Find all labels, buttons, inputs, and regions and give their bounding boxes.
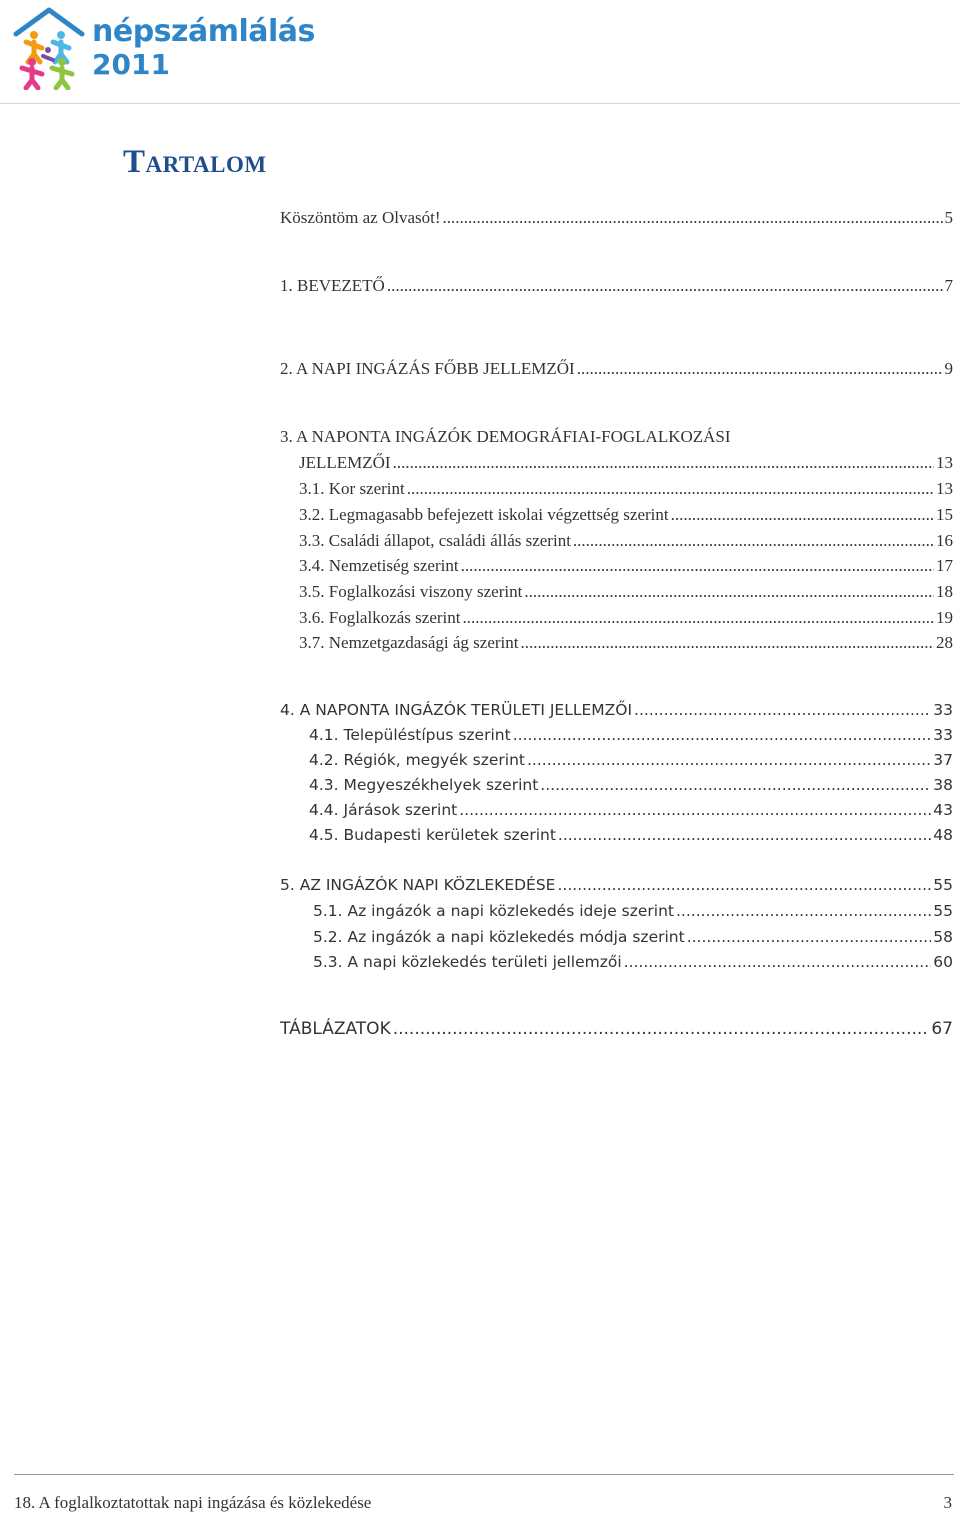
toc-entry-label: TÁBLÁZATOK [280, 1019, 391, 1039]
toc-entry-label: 5. AZ INGÁZÓK NAPI KÖZLEKEDÉSE [280, 876, 556, 894]
toc-leader [513, 726, 932, 744]
toc-page-number: 13 [936, 453, 953, 472]
toc-entry-4-3[interactable] [309, 776, 953, 794]
toc-page-number: 55 [933, 876, 953, 894]
footer-divider [14, 1474, 954, 1475]
toc-entry-3-7[interactable] [299, 633, 953, 653]
toc-page-number: 9 [944, 359, 953, 378]
toc-leader [462, 608, 934, 628]
toc-leader [459, 801, 931, 819]
toc-entry-label: Köszöntöm az Olvasót! [280, 208, 441, 227]
toc-entry-label: 3.6. Foglalkozás szerint [299, 608, 461, 627]
toc-entry-label: 3.4. Nemzetiség szerint [299, 556, 459, 575]
toc-entry-label: 3.7. Nemzetgazdasági ág szerint [299, 633, 519, 652]
toc-leader [540, 776, 931, 794]
toc-leader [676, 902, 931, 920]
toc-entry-3-5[interactable] [299, 582, 953, 602]
toc-page-number: 60 [933, 953, 953, 971]
toc-page-number: 48 [933, 826, 953, 844]
toc-page-number: 43 [933, 801, 953, 819]
toc-page-number: 19 [936, 608, 953, 627]
toc-title: Tartalom [123, 144, 267, 180]
toc-entry-label: 3.2. Legmagasabb befejezett iskolai végzettség szerint [299, 505, 669, 524]
toc-leader [671, 505, 934, 525]
toc-entry-3-2[interactable] [299, 505, 953, 525]
toc-entry-label: 1. BEVEZETŐ [280, 276, 385, 295]
toc-entry-chapter-2[interactable] [280, 359, 953, 379]
toc-entry-3-4[interactable] [299, 556, 953, 576]
toc-entry-chapter-3[interactable] [299, 453, 953, 473]
toc-leader [387, 276, 943, 296]
toc-entry-label: 3.1. Kor szerint [299, 479, 405, 498]
toc-entry-label: 4.4. Járások szerint [309, 801, 458, 819]
toc-entry-label: 4.5. Budapesti kerületek szerint [309, 826, 556, 844]
toc-entry-label: JELLEMZŐI [299, 453, 391, 472]
toc-leader [393, 453, 934, 473]
brand-wordmark [92, 16, 315, 80]
toc-leader [624, 953, 932, 971]
toc-entry-label: 3.5. Foglalkozási viszony szerint [299, 582, 523, 601]
toc-entry-4-5[interactable] [309, 826, 953, 844]
toc-page-number: 17 [936, 556, 953, 575]
toc-leader [634, 701, 931, 719]
toc-entry-label: 5.3. A napi közlekedés területi jellemzői [313, 953, 622, 971]
toc-entry-chapter-4[interactable] [280, 701, 953, 719]
toc-entry-label: 5.1. Az ingázók a napi közlekedés ideje szerint [313, 902, 674, 920]
toc-page-number: 37 [933, 751, 953, 769]
toc-entry-label: 4. A NAPONTA INGÁZÓK TERÜLETI JELLEMZŐI [280, 701, 633, 719]
footer-page-number: 3 [943, 1493, 952, 1512]
toc-page-number: 55 [933, 902, 953, 920]
toc-entry-tables[interactable] [280, 1019, 953, 1039]
toc-leader [558, 826, 931, 844]
toc-page-number: 16 [936, 531, 953, 550]
toc-page-number: 18 [936, 582, 953, 601]
toc-leader [407, 479, 934, 499]
toc-entry-5-1[interactable] [313, 902, 953, 920]
toc-entry-3-3[interactable] [299, 531, 953, 551]
toc-leader [573, 531, 934, 551]
census-logo-icon [10, 4, 88, 90]
toc-entry-label: 4.1. Településtípus szerint [309, 726, 511, 744]
toc-entry-chapter-5[interactable] [280, 876, 953, 894]
toc-leader [461, 556, 934, 576]
brand-word: népszámlálás [92, 14, 315, 49]
toc-entry-label: 4.3. Megyeszékhelyek szerint [309, 776, 539, 794]
toc-entry-5-2[interactable] [313, 928, 953, 946]
toc-page-number: 58 [933, 928, 953, 946]
toc-chapter-3-title-line1[interactable]: 3. A NAPONTA INGÁZÓK DEMOGRÁFIAI-FOGLALKOZÁSI [280, 427, 731, 446]
toc-page-number: 33 [933, 726, 953, 744]
page-header [0, 0, 960, 105]
toc-leader [527, 751, 931, 769]
toc-entry-label: 2. A NAPI INGÁZÁS FŐBB JELLEMZŐI [280, 359, 575, 378]
toc-page-number: 33 [933, 701, 953, 719]
toc-leader [557, 876, 931, 894]
toc-page-number: 5 [944, 208, 953, 227]
header-divider [0, 103, 960, 104]
toc-leader [393, 1019, 930, 1039]
toc-leader [687, 928, 932, 946]
toc-entry-3-6[interactable] [299, 608, 953, 628]
toc-entry-label: 3.3. Családi állapot, családi állás szerint [299, 531, 571, 550]
toc-leader [577, 359, 943, 379]
toc-page-number: 15 [936, 505, 953, 524]
toc-leader [524, 582, 934, 602]
toc-entry-4-2[interactable] [309, 751, 953, 769]
toc-entry-greeting[interactable] [280, 208, 953, 228]
toc-entry-3-1[interactable] [299, 479, 953, 499]
toc-leader [443, 208, 943, 228]
toc-page-number: 13 [936, 479, 953, 498]
footer-publication-title: 18. A foglalkoztatottak napi ingázása és közlekedése [14, 1493, 372, 1512]
toc-page-number: 7 [944, 276, 953, 295]
brand-year: 2011 [92, 48, 170, 81]
toc-entry-chapter-1[interactable] [280, 276, 953, 296]
toc-entry-4-4[interactable] [309, 801, 953, 819]
toc-entry-label: 4.2. Régiók, megyék szerint [309, 751, 525, 769]
toc-page-number: 28 [936, 633, 953, 652]
toc-entry-5-3[interactable] [313, 953, 953, 971]
toc-entry-4-1[interactable] [309, 726, 953, 744]
toc-page-number: 38 [933, 776, 953, 794]
toc-page-number: 67 [931, 1019, 953, 1039]
toc-leader [521, 633, 935, 653]
toc-entry-label: 5.2. Az ingázók a napi közlekedés módja szerint [313, 928, 685, 946]
